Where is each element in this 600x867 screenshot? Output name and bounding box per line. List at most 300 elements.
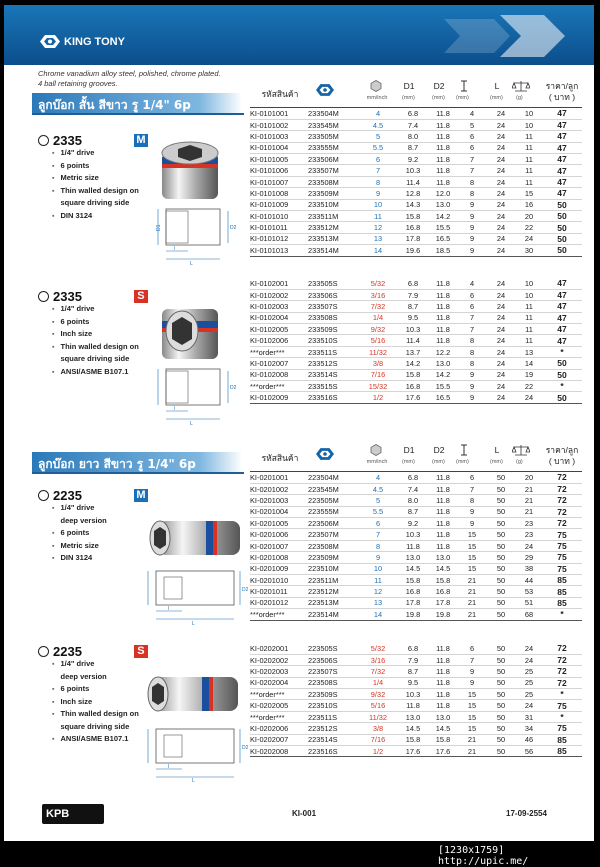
table-cell: 14.2 [428,211,458,222]
table-cell: 4 [458,108,486,119]
section-title: ลูกบ๊อก ยาว สีขาว รู 1/4" 6p [32,452,242,472]
table-row [250,211,582,222]
table-cell: 50 [486,529,516,540]
table-cell: KI-0102006 [250,335,308,346]
table-cell: 85 [542,597,582,608]
table-cell: 1/2 [358,392,398,403]
table-cell: 11.8 [428,540,458,551]
circle-icon [38,490,49,501]
table-cell: 223512M [308,586,358,597]
table-cell: 85 [542,746,582,757]
table-cell: 9 [458,369,486,380]
table-cell: 6.8 [398,108,428,119]
table-row [250,312,582,323]
table-cell: 14.2 [398,358,428,369]
table-cell: 233545M [308,119,358,130]
intro-line: Chrome vanadium alloy steel, polished, chrome plated. [38,69,221,78]
table-cell: 3/16 [358,289,398,300]
table-cell: KI-0201006 [250,529,308,540]
table-cell: 11.8 [428,654,458,665]
table-cell: 50 [486,609,516,620]
brand-logo [40,35,125,48]
table-cell: KI-0101007 [250,176,308,187]
table-cell: 233510M [308,199,358,210]
model-number: 2235 [53,488,82,503]
table-cell: KI-0201001 [250,472,308,483]
table-cell: 50 [486,506,516,517]
table-cell: 50 [542,233,582,244]
table-cell: 8 [458,335,486,346]
table-cell: 233510S [308,335,358,346]
svg-text:L: L [192,621,195,627]
table-row [250,188,582,199]
col-L: L [494,81,500,91]
table-cell: 12.2 [428,346,458,357]
table-cell: 5/32 [358,643,398,654]
socket-deep-inch-image [146,665,246,725]
table-cell: 4 [458,278,486,289]
table-row [250,142,582,153]
table-cell: 15 [458,563,486,574]
table-cell: KI-0101013 [250,245,308,256]
table-cell: 233513M [308,233,358,244]
svg-text:l: l [174,406,176,412]
table-cell: 223505M [308,495,358,506]
table-cell: 9 [358,188,398,199]
table-cell: 17.6 [398,746,428,757]
table-cell: 6.8 [398,278,428,289]
table-cell: 24 [516,392,542,403]
table-cell: 75 [542,563,582,574]
socket-short-image [154,135,234,205]
table-cell: 223514M [308,609,358,620]
table-cell: 223505S [308,643,358,654]
brand-name: KING TONY [64,35,125,48]
table-cell: 12 [358,586,398,597]
table-row [250,723,582,734]
table-cell: 223506S [308,654,358,665]
table-cell: 47 [542,188,582,199]
table-cell: 24 [486,324,516,335]
table-cell: 13 [358,233,398,244]
table-cell: 50 [486,723,516,734]
table-cell: 24 [516,643,542,654]
table-cell: 13.7 [398,346,428,357]
table-cell: 11.8 [428,700,458,711]
table-cell: 47 [542,312,582,323]
feature: ▪ 6 points [52,683,139,696]
table-cell: 10 [358,199,398,210]
table-cell: 233515S [308,381,358,392]
table-cell: 50 [486,586,516,597]
table-row [250,335,582,346]
socket-deep-image [146,507,246,567]
table-cell: 233507M [308,165,358,176]
table-cell: 30 [516,245,542,256]
svg-text:l: l [168,606,170,612]
catalog-page [4,5,594,841]
feature: ▪ 1/4" drive [52,303,139,316]
svg-text:L: L [192,778,195,783]
table-cell: 21 [458,746,486,757]
col-price: ราคา/ลูก [545,445,579,455]
table-cell: 11/32 [358,346,398,357]
table-cell: 8 [458,346,486,357]
svg-text:D2: D2 [230,225,237,231]
table-cell: 47 [542,142,582,153]
unit: (mm) [490,95,503,101]
table-cell: 50 [542,199,582,210]
table-row [250,233,582,244]
table-row [250,609,582,620]
table-cell: 15.8 [398,211,428,222]
table-row [250,392,582,403]
table-cell: 20 [516,211,542,222]
table-cell: 21 [516,483,542,494]
table-cell: 21 [516,495,542,506]
table-cell: 21 [516,506,542,517]
table-cell: 16.8 [398,586,428,597]
table-cell: 11 [516,165,542,176]
table-cell: KI-0102003 [250,301,308,312]
table-cell: 13.0 [428,552,458,563]
table-cell: 10 [516,108,542,119]
table-cell: 7 [458,312,486,323]
table-cell: KI-0101006 [250,165,308,176]
table-cell: 11 [358,575,398,586]
table-cell: 24 [486,245,516,256]
table-cell: * [542,689,582,700]
table-cell: 21 [458,609,486,620]
table-cell: 9 [458,506,486,517]
table-cell: 20 [516,472,542,483]
table-cell: 16.8 [398,381,428,392]
table-cell: 9 [458,233,486,244]
svg-text:L: L [190,421,193,427]
table-cell: 10.3 [398,324,428,335]
table-cell: 15 [458,552,486,563]
table-cell: 15.8 [428,575,458,586]
model-number: 2335 [53,133,82,148]
table-cell: 50 [486,472,516,483]
table-row [250,518,582,529]
table-cell: 223510M [308,563,358,574]
table-cell: 233508S [308,312,358,323]
table-cell: 7 [458,154,486,165]
table-cell: 72 [542,472,582,483]
table-cell: 14.3 [398,199,428,210]
table-cell: 233514S [308,369,358,380]
unit: (mm) [402,95,415,101]
table-cell: 10.3 [398,165,428,176]
table-cell: 6.8 [398,472,428,483]
circle-icon [38,291,49,302]
table-cell: 50 [486,746,516,757]
dimension-drawing [144,725,248,783]
page-date: 17-09-2554 [506,809,547,818]
table-cell: 233511M [308,211,358,222]
table-cell: 233508M [308,176,358,187]
table-row [250,108,582,119]
feature: ▪ 6 points [52,316,139,329]
table-cell: 9 [458,666,486,677]
table-cell: 50 [542,211,582,222]
model-number: 2235 [53,644,82,659]
table-cell: 75 [542,540,582,551]
table-cell: KI-0201003 [250,495,308,506]
table-cell: 9.2 [398,154,428,165]
table-cell: 14 [516,358,542,369]
table-cell: 22 [516,222,542,233]
col-price-unit: ( บาท ) [548,456,576,466]
table-cell: 10.3 [398,529,428,540]
table-cell: KI-0101009 [250,199,308,210]
feature-list [52,147,139,222]
table-row [250,552,582,563]
table-cell: 14.2 [428,369,458,380]
table-cell: 50 [542,392,582,403]
table-cell: 24 [486,381,516,392]
table-cell: 8.0 [398,495,428,506]
feature: ▪ Inch size [52,328,139,341]
table-row [250,540,582,551]
table-cell: 10 [358,563,398,574]
table-cell: 72 [542,495,582,506]
col-L: L [494,445,500,455]
table-cell: 223506M [308,518,358,529]
table-cell: 50 [486,495,516,506]
table-cell: 223509S [308,689,358,700]
unit: (mm) [432,459,445,465]
table-row [250,495,582,506]
table-cell: 24 [486,142,516,153]
table-cell: 24 [486,222,516,233]
table-cell: 11.8 [428,495,458,506]
table-cell: 85 [542,586,582,597]
table-cell: 233504M [308,108,358,119]
table-row [250,529,582,540]
table-cell: ***order*** [250,689,308,700]
table-cell: 75 [542,552,582,563]
table-row [250,199,582,210]
spec-table [250,643,582,757]
col-price-unit: ( บาท ) [548,92,576,102]
svg-text:l: l [168,764,170,770]
table-cell: KI-0201011 [250,586,308,597]
feature: ▪ ANSI/ASME B107.1 [52,733,139,746]
table-cell: 233512M [308,222,358,233]
table-row [250,746,582,757]
table-cell: KI-0202005 [250,700,308,711]
table-cell: 16 [516,199,542,210]
table-cell: KI-0201004 [250,506,308,517]
table-cell: 6 [458,472,486,483]
table-cell: 14 [358,609,398,620]
table-row [250,245,582,256]
table-cell: 11.8 [428,518,458,529]
table-cell: 11 [516,301,542,312]
table-cell: 6.8 [398,643,428,654]
table-cell: 15 [458,689,486,700]
svg-text:L: L [190,261,193,267]
table-cell: 47 [542,119,582,130]
table-cell: 72 [542,666,582,677]
table-cell: 23 [516,518,542,529]
brand-col-icon [316,448,334,460]
table-cell: 11.8 [428,142,458,153]
table-cell: 16.8 [428,586,458,597]
col-d1: D1 [403,81,415,91]
table-row [250,165,582,176]
table-cell: 223508S [308,677,358,688]
table-cell: 7.4 [398,483,428,494]
image-watermark: [1230x1759] http://upic.me/ [438,845,529,867]
table-cell: 4.5 [358,119,398,130]
table-cell: 10 [516,119,542,130]
table-cell: 72 [542,643,582,654]
table-cell: 9 [458,211,486,222]
table-cell: 3/16 [358,654,398,665]
table-cell: 8 [458,495,486,506]
table-cell: 15 [458,540,486,551]
table-cell: KI-0201005 [250,518,308,529]
table-cell: 223504M [308,472,358,483]
inch-badge: S [134,645,148,658]
table-cell: 24 [486,301,516,312]
table-cell: 6 [458,289,486,300]
table-row [250,301,582,312]
table-cell: 223508M [308,540,358,551]
table-row [250,654,582,665]
dimension-drawing [144,567,248,627]
brand-col-icon [316,84,334,96]
table-cell: 7/32 [358,301,398,312]
table-cell: 50 [486,552,516,563]
table-cell: KI-0202004 [250,677,308,688]
table-cell: 8.0 [398,131,428,142]
table-cell: 24 [486,131,516,142]
table-cell: 9.5 [398,677,428,688]
table-cell: KI-0101005 [250,154,308,165]
table-cell: 50 [486,643,516,654]
table-cell: 72 [542,483,582,494]
table-cell: 4 [358,108,398,119]
table-cell: 9.2 [398,518,428,529]
length-l-icon [460,444,468,456]
table-cell: 47 [542,108,582,119]
table-cell: 11 [516,154,542,165]
table-cell: 233512S [308,358,358,369]
table-cell: 4 [358,472,398,483]
table-cell: 9 [458,392,486,403]
feature: ▪ DIN 3124 [52,210,139,223]
table-header [250,78,582,108]
metric-badge: M [134,489,148,502]
table-cell: 50 [486,654,516,665]
table-cell: 11.8 [428,278,458,289]
table-cell: 19.8 [398,609,428,620]
table-cell: 6 [458,142,486,153]
table-cell: 9 [458,199,486,210]
table-cell: 85 [542,575,582,586]
table-cell: 233514M [308,245,358,256]
table-cell: 233505M [308,131,358,142]
table-cell: 31 [516,711,542,722]
table-cell: 56 [516,746,542,757]
table-cell: 9 [458,518,486,529]
size-unit: mm/inch [366,95,388,101]
table-cell: 72 [542,518,582,529]
table-cell: 24 [486,346,516,357]
table-row [250,700,582,711]
table-cell: 1/2 [358,746,398,757]
table-cell: 11.8 [428,529,458,540]
table-cell: 7/16 [358,369,398,380]
table-cell: 47 [542,278,582,289]
table-cell: 24 [486,211,516,222]
table-cell: 11 [516,176,542,187]
unit: (mm) [432,95,445,101]
table-cell: 11.8 [428,472,458,483]
table-cell: 11.8 [428,506,458,517]
table-row [250,176,582,187]
table-cell: 11.4 [398,176,428,187]
intro-line: 4 ball retaining grooves. [38,79,118,88]
table-cell: 10.3 [398,689,428,700]
table-cell: 13.0 [428,358,458,369]
table-cell: 4.5 [358,483,398,494]
col-code: รหัสสินค้า [261,453,299,463]
table-cell: 85 [542,734,582,745]
table-cell: 29 [516,552,542,563]
table-cell: 15.8 [398,734,428,745]
col-d2: D2 [433,445,445,455]
table-cell: 25 [516,677,542,688]
table-cell: KI-0202001 [250,643,308,654]
table-cell: 24 [486,176,516,187]
table-cell: 11.8 [398,540,428,551]
col-price: ราคา/ลูก [545,81,579,91]
table-cell: KI-0102008 [250,369,308,380]
table-cell: 50 [542,222,582,233]
table-cell: 6 [358,154,398,165]
table-cell: 50 [486,689,516,700]
spec-table [250,278,582,404]
table-cell: 11.8 [428,176,458,187]
table-cell: ***order*** [250,609,308,620]
table-cell: 8 [358,176,398,187]
socket-short-inch-image [154,295,234,365]
scale-icon [512,80,530,92]
table-cell: 233506S [308,289,358,300]
table-cell: 223512S [308,723,358,734]
table-cell: 21 [458,734,486,745]
table-cell: 47 [542,131,582,142]
table-cell: 50 [486,518,516,529]
table-cell: 24 [486,289,516,300]
table-cell: 3/8 [358,358,398,369]
table-cell: 12 [358,222,398,233]
table-cell: 24 [486,278,516,289]
table-cell: 18.5 [428,245,458,256]
svg-text:D2: D2 [230,385,237,391]
section-divider [32,113,244,115]
table-cell: 50 [486,540,516,551]
table-cell: 223516S [308,746,358,757]
table-cell: 13.0 [398,711,428,722]
table-row [250,278,582,289]
table-cell: 50 [486,677,516,688]
